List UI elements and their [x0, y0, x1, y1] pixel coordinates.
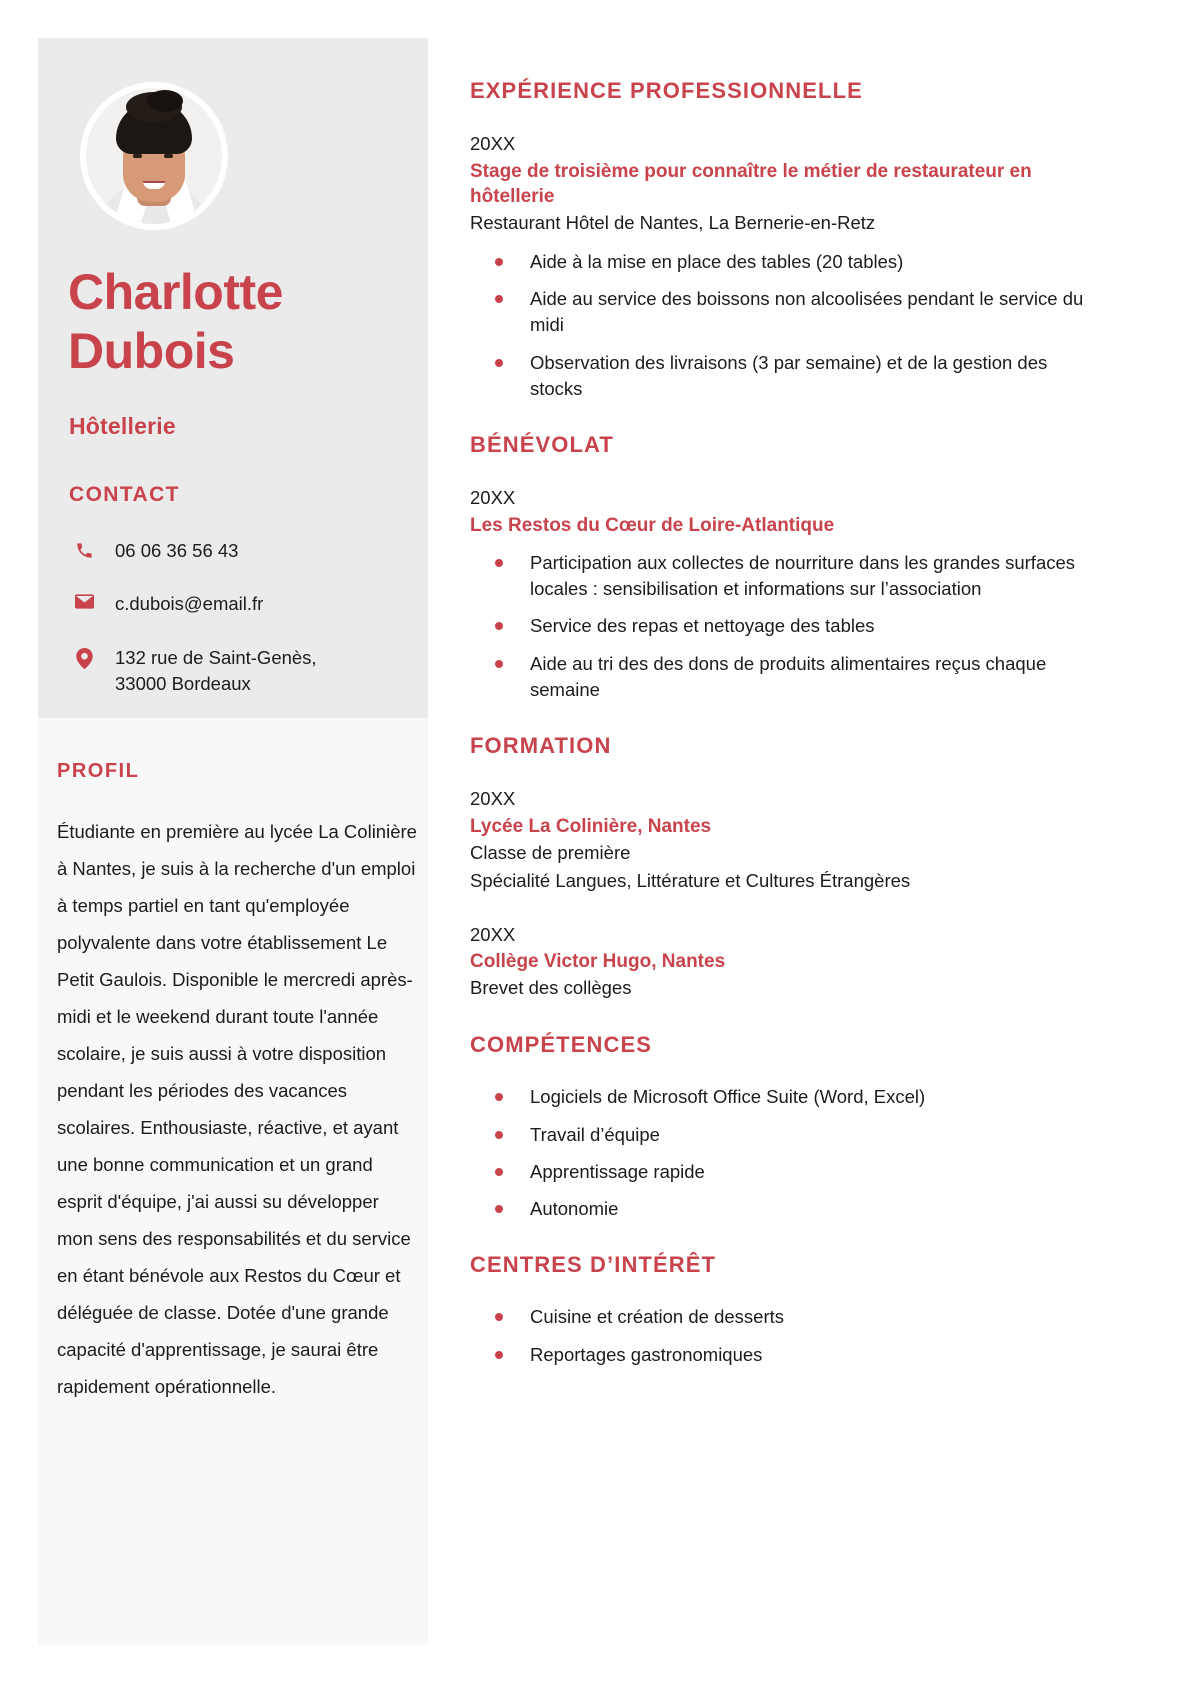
avatar-image	[86, 88, 222, 224]
section-education	[470, 733, 1090, 1002]
contact-email-value: c.dubois@email.fr	[115, 593, 264, 615]
contact-address-row[interactable]	[69, 645, 399, 698]
list-item: Logiciels de Microsoft Office Suite (Word, Excel)	[492, 1084, 1090, 1110]
envelope-icon	[69, 591, 99, 609]
list-item: Cuisine et création de desserts	[492, 1304, 1090, 1330]
avatar	[80, 82, 228, 230]
experience-entry-subtitle: Restaurant Hôtel de Nantes, La Bernerie-en-Retz	[470, 211, 876, 233]
volunteering-entry-date: 20XX	[470, 487, 516, 509]
list-item: Reportages gastronomiques	[492, 1342, 1090, 1368]
list-item: Service des repas et nettoyage des tables	[492, 613, 1090, 639]
contact-section-heading: CONTACT	[69, 483, 180, 506]
volunteering-entry	[470, 484, 1090, 703]
education-entry-line1: Classe de première	[470, 842, 631, 864]
list-item: Aide à la mise en place des tables (20 tables)	[492, 249, 1090, 275]
main-content	[470, 78, 1090, 1398]
education-entry-date: 20XX	[470, 923, 516, 945]
education-entry	[470, 921, 1090, 1003]
map-pin-icon	[69, 645, 99, 669]
candidate-job-title: Hôtellerie	[69, 413, 176, 439]
volunteering-entry-title: Les Restos du Cœur de Loire-Atlantique	[470, 514, 835, 536]
section-experience	[470, 78, 1090, 402]
experience-entry-date: 20XX	[470, 133, 516, 154]
profil-section-text: Étudiante en première au lycée La Colinière à Nantes, je suis à la recherche d'un emploi à temps partiel en tant qu'employée polyvalente dans votre établissement Le Petit Gaulois. Disponible le mercredi après-midi et le weekend durant toute l'année scolaire, je suis aussi à votre disposition pendant les périodes des vacances scolaires. Enthousiaste, réactive, et ayant une bonne communication et un grand esprit d'équipe, j'ai aussi su développer mon sens des responsabilités et du service en étant bénévole aux Restos du Cœur et déléguée de classe. Dotée d'une grande capacité d'apprentissage, je saurai être rapidement opérationnelle.	[57, 821, 417, 1397]
candidate-first-name: Charlotte	[68, 264, 283, 320]
list-item: Participation aux collectes de nourriture dans les grandes surfaces locales : sensibilisation et informations sur l’association	[492, 550, 1090, 603]
education-entry-title: Lycée La Colinière, Nantes	[470, 815, 712, 837]
address-line-1: 132 rue de Saint-Genès,	[115, 646, 317, 668]
list-item: Observation des livraisons (3 par semaine) et de la gestion des stocks	[492, 350, 1090, 403]
education-entry-line1: Brevet des collèges	[470, 977, 632, 999]
section-volunteering	[470, 432, 1090, 703]
experience-entry-title: Stage de troisième pour connaître le métier de restaurateur en hôtellerie	[470, 160, 1032, 207]
interests-list	[470, 1304, 1090, 1368]
candidate-name	[68, 263, 398, 381]
interests-heading: CENTRES D’INTÉRÊT	[470, 1252, 717, 1278]
education-heading: FORMATION	[470, 733, 612, 759]
experience-bullet-list	[470, 249, 1090, 402]
skills-list	[470, 1084, 1090, 1222]
education-entry-date: 20XX	[470, 788, 516, 810]
address-line-2: 33000 Bordeaux	[115, 672, 251, 694]
volunteering-bullet-list	[470, 550, 1090, 703]
section-skills	[470, 1032, 1090, 1222]
contact-address-value	[99, 645, 317, 698]
section-interests	[470, 1252, 1090, 1368]
education-entry-line2: Spécialité Langues, Littérature et Cultures Étrangères	[470, 869, 911, 891]
sidebar	[38, 38, 428, 1645]
volunteering-heading: BÉNÉVOLAT	[470, 432, 614, 458]
contact-email-row[interactable]	[69, 591, 399, 617]
candidate-last-name: Dubois	[68, 323, 235, 379]
phone-icon	[69, 538, 99, 560]
education-entry	[470, 785, 1090, 894]
experience-heading: EXPÉRIENCE PROFESSIONNELLE	[470, 78, 863, 103]
list-item: Autonomie	[492, 1196, 1090, 1222]
experience-entry	[470, 130, 1090, 402]
contact-phone-row[interactable]	[69, 538, 399, 564]
profil-section-heading: PROFIL	[57, 760, 140, 782]
list-item: Aide au tri des des dons de produits alimentaires reçus chaque semaine	[492, 651, 1090, 704]
list-item: Travail d’équipe	[492, 1122, 1090, 1148]
list-item: Apprentissage rapide	[492, 1159, 1090, 1185]
skills-heading: COMPÉTENCES	[470, 1032, 653, 1058]
list-item: Aide au service des boissons non alcoolisées pendant le service du midi	[492, 286, 1090, 339]
contact-list	[69, 538, 399, 724]
education-entry-title: Collège Victor Hugo, Nantes	[470, 951, 726, 973]
contact-phone-value: 06 06 36 56 43	[115, 540, 239, 561]
